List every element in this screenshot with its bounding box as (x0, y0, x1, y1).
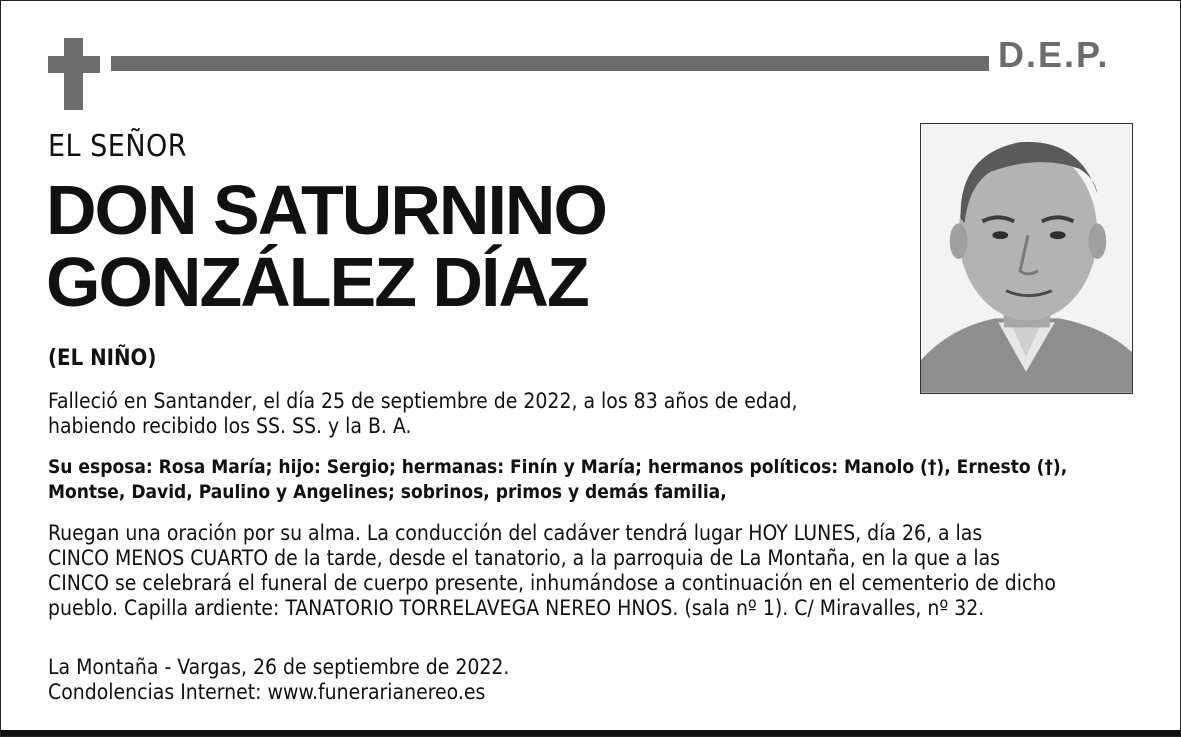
ceremony-line: CINCO se celebrará el funeral de cuerpo presente, inhumándose a continuación en el cementerio de dicho (48, 571, 1056, 595)
family-line: Su esposa: Rosa María; hijo: Sergio; hermanas: Finín y María; hermanos políticos: Manolo (†), Ernesto (†), (48, 456, 1068, 478)
death-notice-line: Falleció en Santander, el día 25 de septiembre de 2022, a los 83 años de edad, (48, 389, 798, 413)
cross-icon (48, 38, 100, 110)
ceremony-line: pueblo. Capilla ardiente: TANATORIO TORRELAVEGA NEREO HNOS. (sala nº 1). C/ Miravalles, nº 32. (48, 596, 985, 620)
death-notice-line: habiendo recibido los SS. SS. y la B. A. (48, 414, 412, 438)
nickname: (EL NIÑO) (48, 346, 157, 371)
family-list (48, 455, 1148, 505)
death-notice (48, 389, 888, 439)
dep-label: D.E.P. (998, 34, 1110, 75)
place-date: La Montaña - Vargas, 26 de septiembre de 2022. (48, 655, 510, 679)
header-divider (111, 56, 989, 71)
deceased-name (46, 171, 606, 321)
title-label: EL SEÑOR (48, 129, 188, 164)
ceremony-line: CINCO MENOS CUARTO de la tarde, desde el tanatorio, a la parroquia de La Montaña, en la que a las (48, 546, 1000, 570)
portrait-photo (920, 123, 1133, 394)
name-line-2: GONZÁLEZ DÍAZ (46, 243, 588, 321)
footer (48, 655, 888, 705)
condolences-link: Condolencias Internet: www.funerarianereo.es (48, 680, 486, 704)
bottom-border (1, 730, 1180, 736)
ceremony-details (48, 521, 1148, 621)
family-line: Montse, David, Paulino y Angelines; sobrinos, primos y demás familia, (48, 481, 727, 503)
name-line-1: DON SATURNINO (46, 171, 606, 249)
ceremony-line: Ruegan una oración por su alma. La conducción del cadáver tendrá lugar HOY LUNES, día 26, a las (48, 521, 983, 545)
